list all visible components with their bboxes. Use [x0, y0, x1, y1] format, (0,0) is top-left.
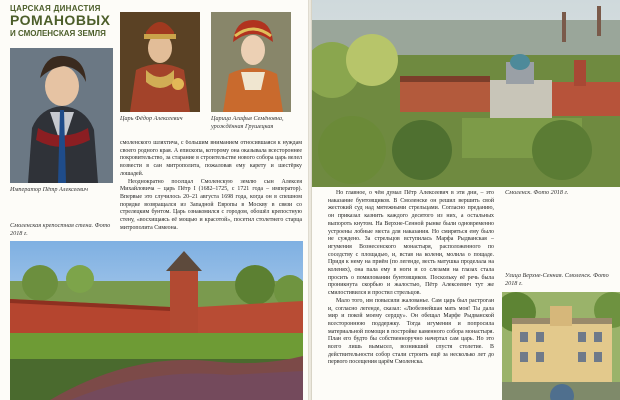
header-line-3: И СМОЛЕНСКАЯ ЗЕМЛЯ: [10, 29, 106, 38]
caption-street: Улица Верхне-Сенная. Смоленск. Фото 2018 г.: [505, 272, 609, 287]
header-title: РОМАНОВЫХ: [10, 12, 111, 28]
caption-wall: Смоленская крепостная стена. Фото 2018 г.: [10, 222, 111, 237]
body-text-left: [120, 140, 302, 240]
caption-smolensk: Смоленск. Фото 2018 г.: [505, 189, 569, 196]
body-text-right: [328, 190, 494, 400]
caption-fedor: Царь Фёдор Алексеевич: [120, 115, 183, 122]
portrait-tsaritsa: [211, 12, 291, 112]
paragraph: Неоднократно посещал Смоленскую землю сын Алексея Михайловича – царь Пётр I (1682–1725, с 1721 года – император). Впервые это случилось 20–21 августа 1698 года, когда он в спешном порядке возвращался из Западной Европы в Москву в связи со стрелецким бунтом. Царь ознакомился с городом, обошёл крепостную стену, «восхищаясь её мощью и красотой», посетил столетнего старца митрополита Симеона.: [120, 178, 302, 231]
paragraph: смоленского шляхтича, с большим вниманием относившаяся к нуждам своего родного края. А епископа, которому она оказывала всестороннее покровительство, за старание в строительстве нового собора царь велел возвести в сан митрополита, пожаловав ему карету и шестёрку лошадей.: [120, 140, 302, 177]
header-line-1: ЦАРСКАЯ ДИНАСТИЯ: [10, 4, 101, 13]
photo-fortress-wall: [10, 241, 303, 400]
paragraph: Но главное, о чём думал Пётр Алексеевич в эти дни, – это наказание бунтовщиков. В Смоленске он решил вершить свой жестокий суд над мятежными стрельцами. Согласно преданию, он приказал казнить каждого десятого из них, а остальных выпороть кнутом. На Верхне-Сенной рынке были одновременно устроены лобные места для наказания. Но смиряться ему было не суждено. За стрельцов вступилась Марфа Рыдванская – игумения Вознесенского монастыря, расположенного по соседству с площадью, и, встав на колени, молила о пощаде. Придя к нему на приём (по легенде, весть матушка проделала на коленях), она пала ему в ноги и со слезами на глазах стала просить о помиловании бунтовщиков. Поскольку её речь была проникнута скорбью и жалостью, Пётр Алексеевич тут же смилостивился и простил стрельцов.: [328, 190, 494, 297]
photo-smolensk-panorama: [312, 0, 620, 187]
caption-peter: Император Пётр Алексеевич: [10, 186, 88, 193]
portrait-fedor: [120, 12, 200, 112]
photo-street: [502, 292, 620, 400]
portrait-peter: [10, 48, 113, 183]
paragraph: Мало того, им повысили жалованье. Сам царь был растроган и, согласно легенде, сказал: «Любезнейшая мать моя! Ты дала мир и покой моему сердцу». Он обещал Марфе Рыдванской всестороннюю поддержку. Тогда игумения и попросила материальной помощи в постройке каменного собора монастыря. План его будто бы собственноручно начертал сам царь. Но это всего лишь вымысел, возникший спустя столетие. В действительности собор стали строить ещё за несколько лет до первого посещения царём Смоленска.: [328, 297, 494, 366]
caption-tsaritsa: Царица Агафья Семёновна, урождённая Грушецкая: [211, 115, 284, 130]
